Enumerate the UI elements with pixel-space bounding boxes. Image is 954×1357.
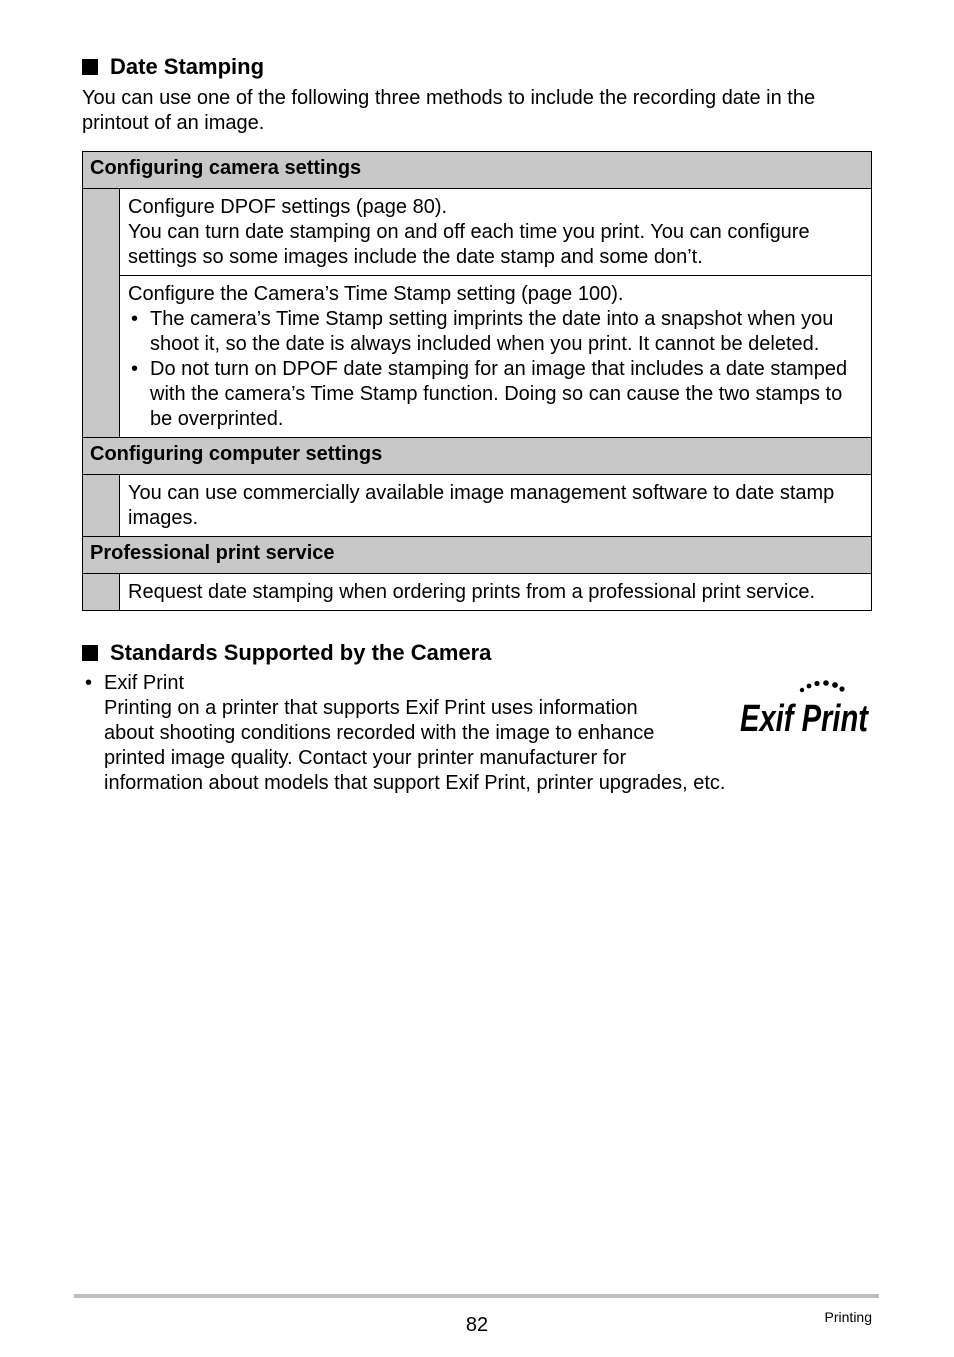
exif-print-logo-icon	[738, 676, 872, 740]
bullet-item: • Do not turn on DPOF date stamping for an image that includes a date stamped with the camera’s Time Stamp function. Doing so can cause the two stamps to be overprinted.	[128, 357, 864, 432]
page-number: 82	[465, 1314, 489, 1336]
exif-description-line: about shooting conditions recorded with the image to enhance	[104, 722, 655, 744]
footer-section-label: Printing	[824, 1309, 872, 1325]
method-row	[83, 276, 872, 438]
date-stamping-intro: You can use one of the following three methods to include the recording date in the printout of an image.	[82, 87, 816, 134]
method-content-dpof	[120, 189, 872, 276]
date-stamping-title: Date Stamping	[110, 54, 265, 79]
exif-description-line: Printing on a printer that supports Exif Print uses information	[104, 697, 638, 719]
method-content-professional: Request date stamping when ordering prints from a professional print service.	[120, 574, 872, 611]
method-row	[83, 189, 872, 276]
method-content-computer: You can use commercially available image management software to date stamp images.	[120, 475, 872, 537]
method-header-row	[83, 438, 872, 475]
method-content-time-stamp	[120, 276, 872, 438]
standards-heading	[82, 639, 491, 667]
square-bullet-icon	[82, 59, 98, 75]
indent-cell	[83, 475, 120, 537]
content-line: You can turn date stamping on and off each time you print. You can configure settings so some images include the date stamp and some don’t.	[128, 221, 810, 268]
list-item	[82, 671, 782, 796]
indent-cell	[83, 574, 120, 611]
exif-print-logo-text: Exif Print	[740, 698, 870, 740]
indent-cell	[83, 189, 120, 438]
content-line: Configure the Camera’s Time Stamp setting (page 100).	[128, 283, 624, 305]
square-bullet-icon	[82, 645, 98, 661]
exif-print-name: Exif Print	[104, 672, 185, 694]
method-header-row	[83, 537, 872, 574]
bullet-item: • The camera’s Time Stamp setting imprints the date into a snapshot when you shoot it, so the date is always included when you print. It cannot be deleted.	[128, 307, 864, 357]
method-header-computer: Configuring computer settings	[83, 438, 872, 475]
footer-rule	[74, 1294, 879, 1298]
date-stamping-methods-table	[82, 151, 872, 611]
method-header-row	[83, 152, 872, 189]
content-line: Configure DPOF settings (page 80).	[128, 196, 448, 218]
date-stamping-heading	[82, 53, 264, 81]
exif-description-line: printed image quality. Contact your printer manufacturer for	[104, 747, 627, 769]
bullet-glyph: •	[85, 672, 93, 694]
method-header-professional: Professional print service	[83, 537, 872, 574]
standards-title: Standards Supported by the Camera	[110, 640, 492, 665]
method-row	[83, 574, 872, 611]
method-row	[83, 475, 872, 537]
exif-description-line: information about models that support Exif Print, printer upgrades, etc.	[104, 772, 726, 794]
method-header-camera: Configuring camera settings	[83, 152, 872, 189]
standards-list	[82, 671, 782, 796]
time-stamp-notes	[128, 307, 864, 432]
